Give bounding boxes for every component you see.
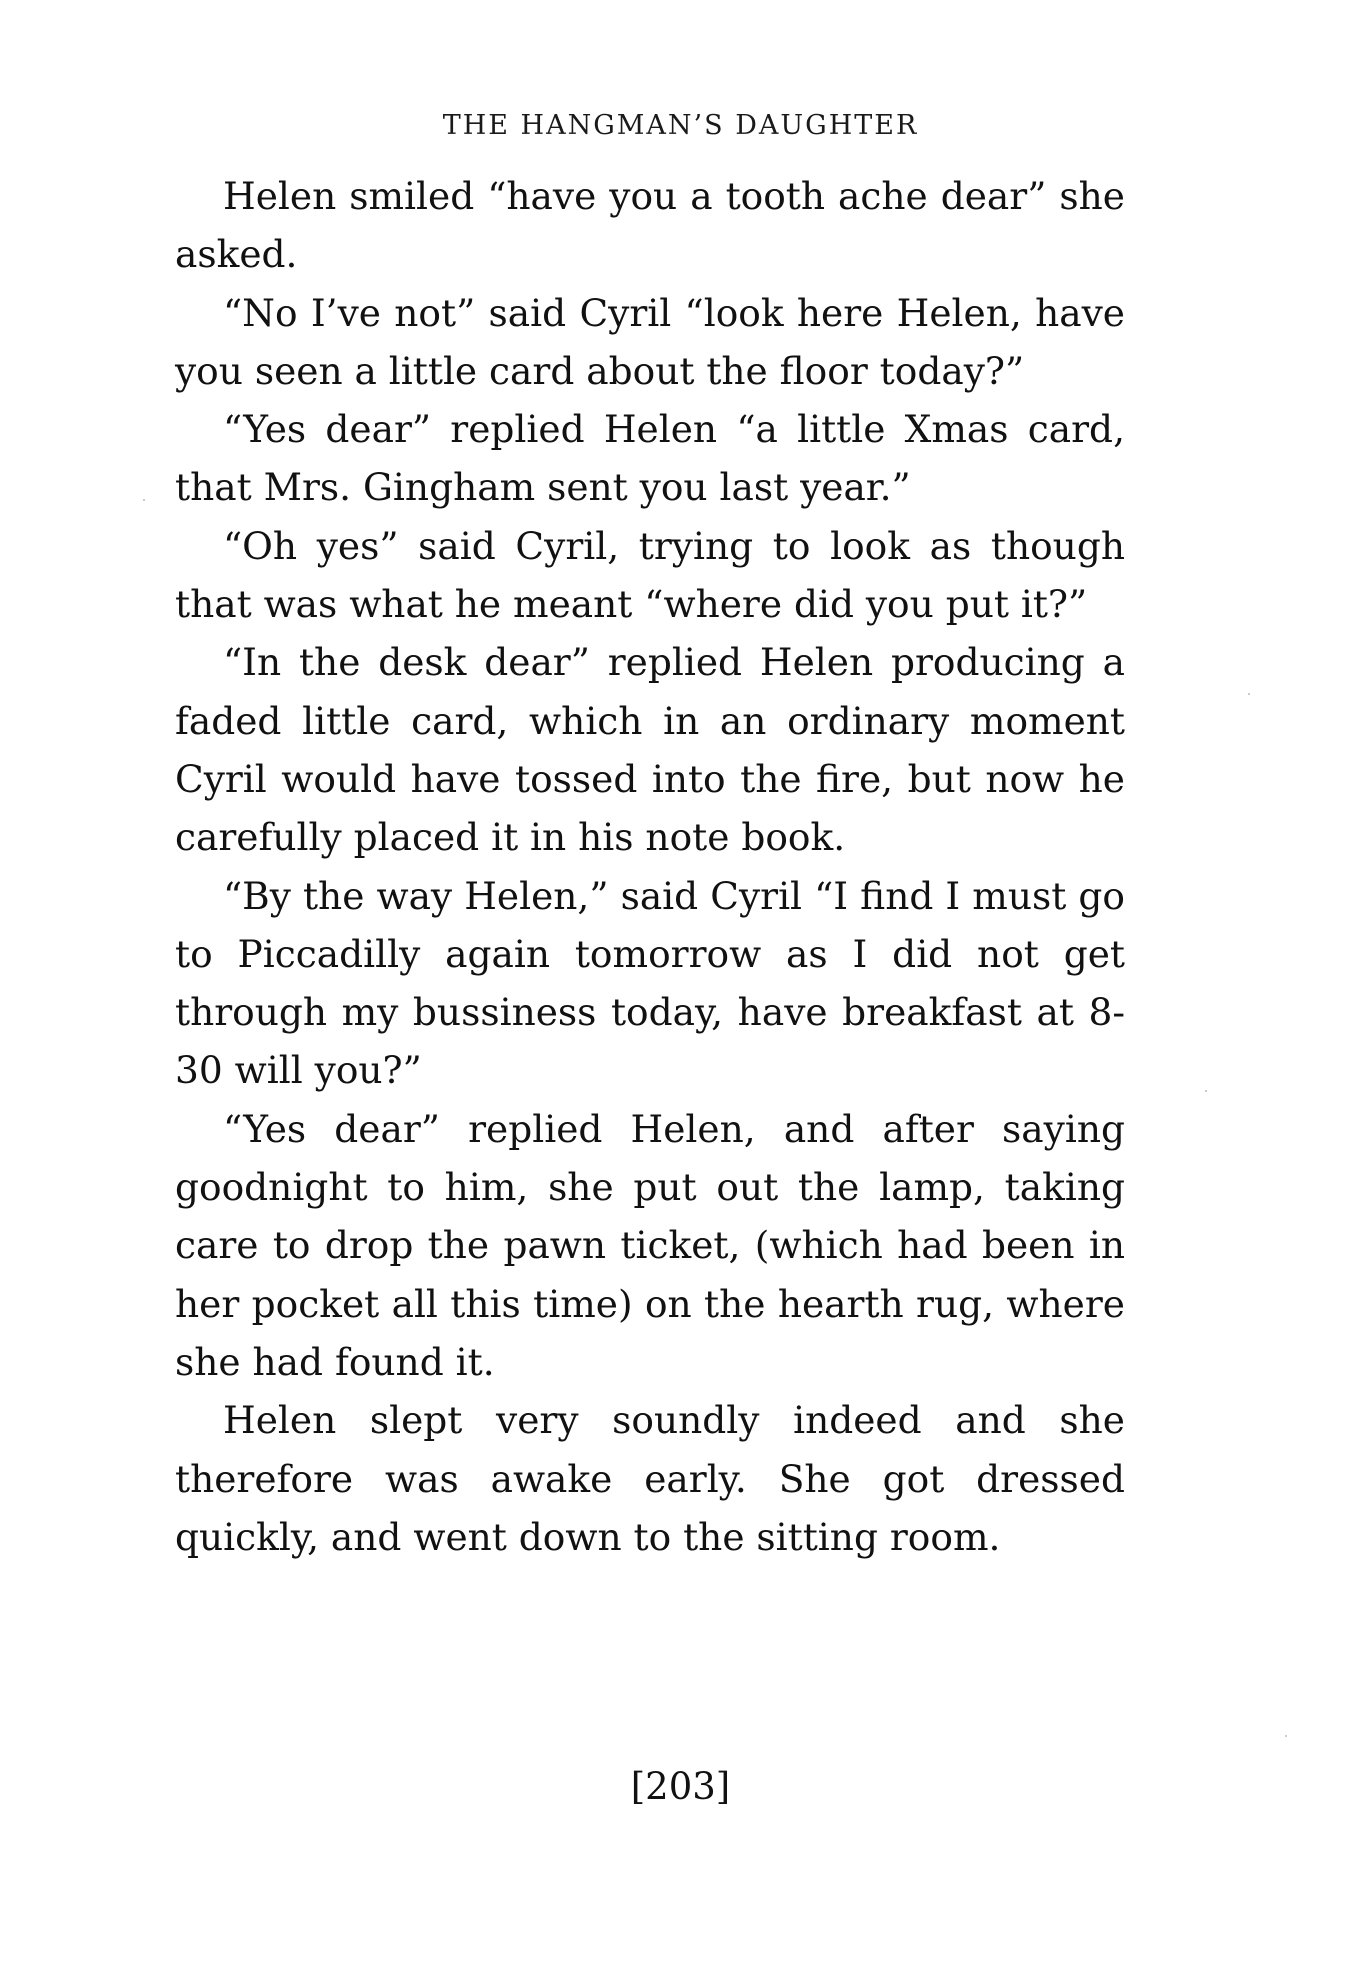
paragraph: “Yes dear” replied Helen “a little Xmas card, that Mrs. Gingham sent you last year.” xyxy=(175,407,1125,510)
body-text xyxy=(175,167,1125,1566)
paper-speck xyxy=(1205,1090,1207,1092)
paper-speck xyxy=(143,499,145,501)
paper-speck xyxy=(1285,1735,1287,1737)
paragraph: “Oh yes” said Cyril, trying to look as though that was what he meant “where did you put it?” xyxy=(175,523,1125,627)
paragraph: “Yes dear” replied Helen, and after saying goodnight to him, she put out the lamp, taking care to drop the pawn ticket, (which had been in her pocket all this time) on the hearth rug, where she had found it. xyxy=(175,1106,1125,1384)
paragraph: “No I’ve not” said Cyril “look here Helen, have you seen a little card about the floor today?” xyxy=(175,290,1125,393)
paper-speck xyxy=(1248,693,1250,695)
running-head: THE HANGMAN’S DAUGHTER xyxy=(442,110,919,141)
paragraph: Helen smiled “have you a tooth ache dear” she asked. xyxy=(175,174,1125,277)
page-number: [203] xyxy=(630,1765,731,1808)
paragraph: Helen slept very soundly indeed and she therefore was awake early. She got dressed quickly, and went down to the sitting room. xyxy=(175,1398,1125,1559)
paragraph: “In the desk dear” replied Helen producing a faded little card, which in an ordinary moment Cyril would have tossed into the fire, but now he carefully placed it in his note book. xyxy=(175,640,1125,860)
paragraph: “By the way Helen,” said Cyril “I find I must go to Piccadilly again tomorrow as I did not get through my bussiness today, have breakfast at 8-30 will you?” xyxy=(175,873,1125,1093)
